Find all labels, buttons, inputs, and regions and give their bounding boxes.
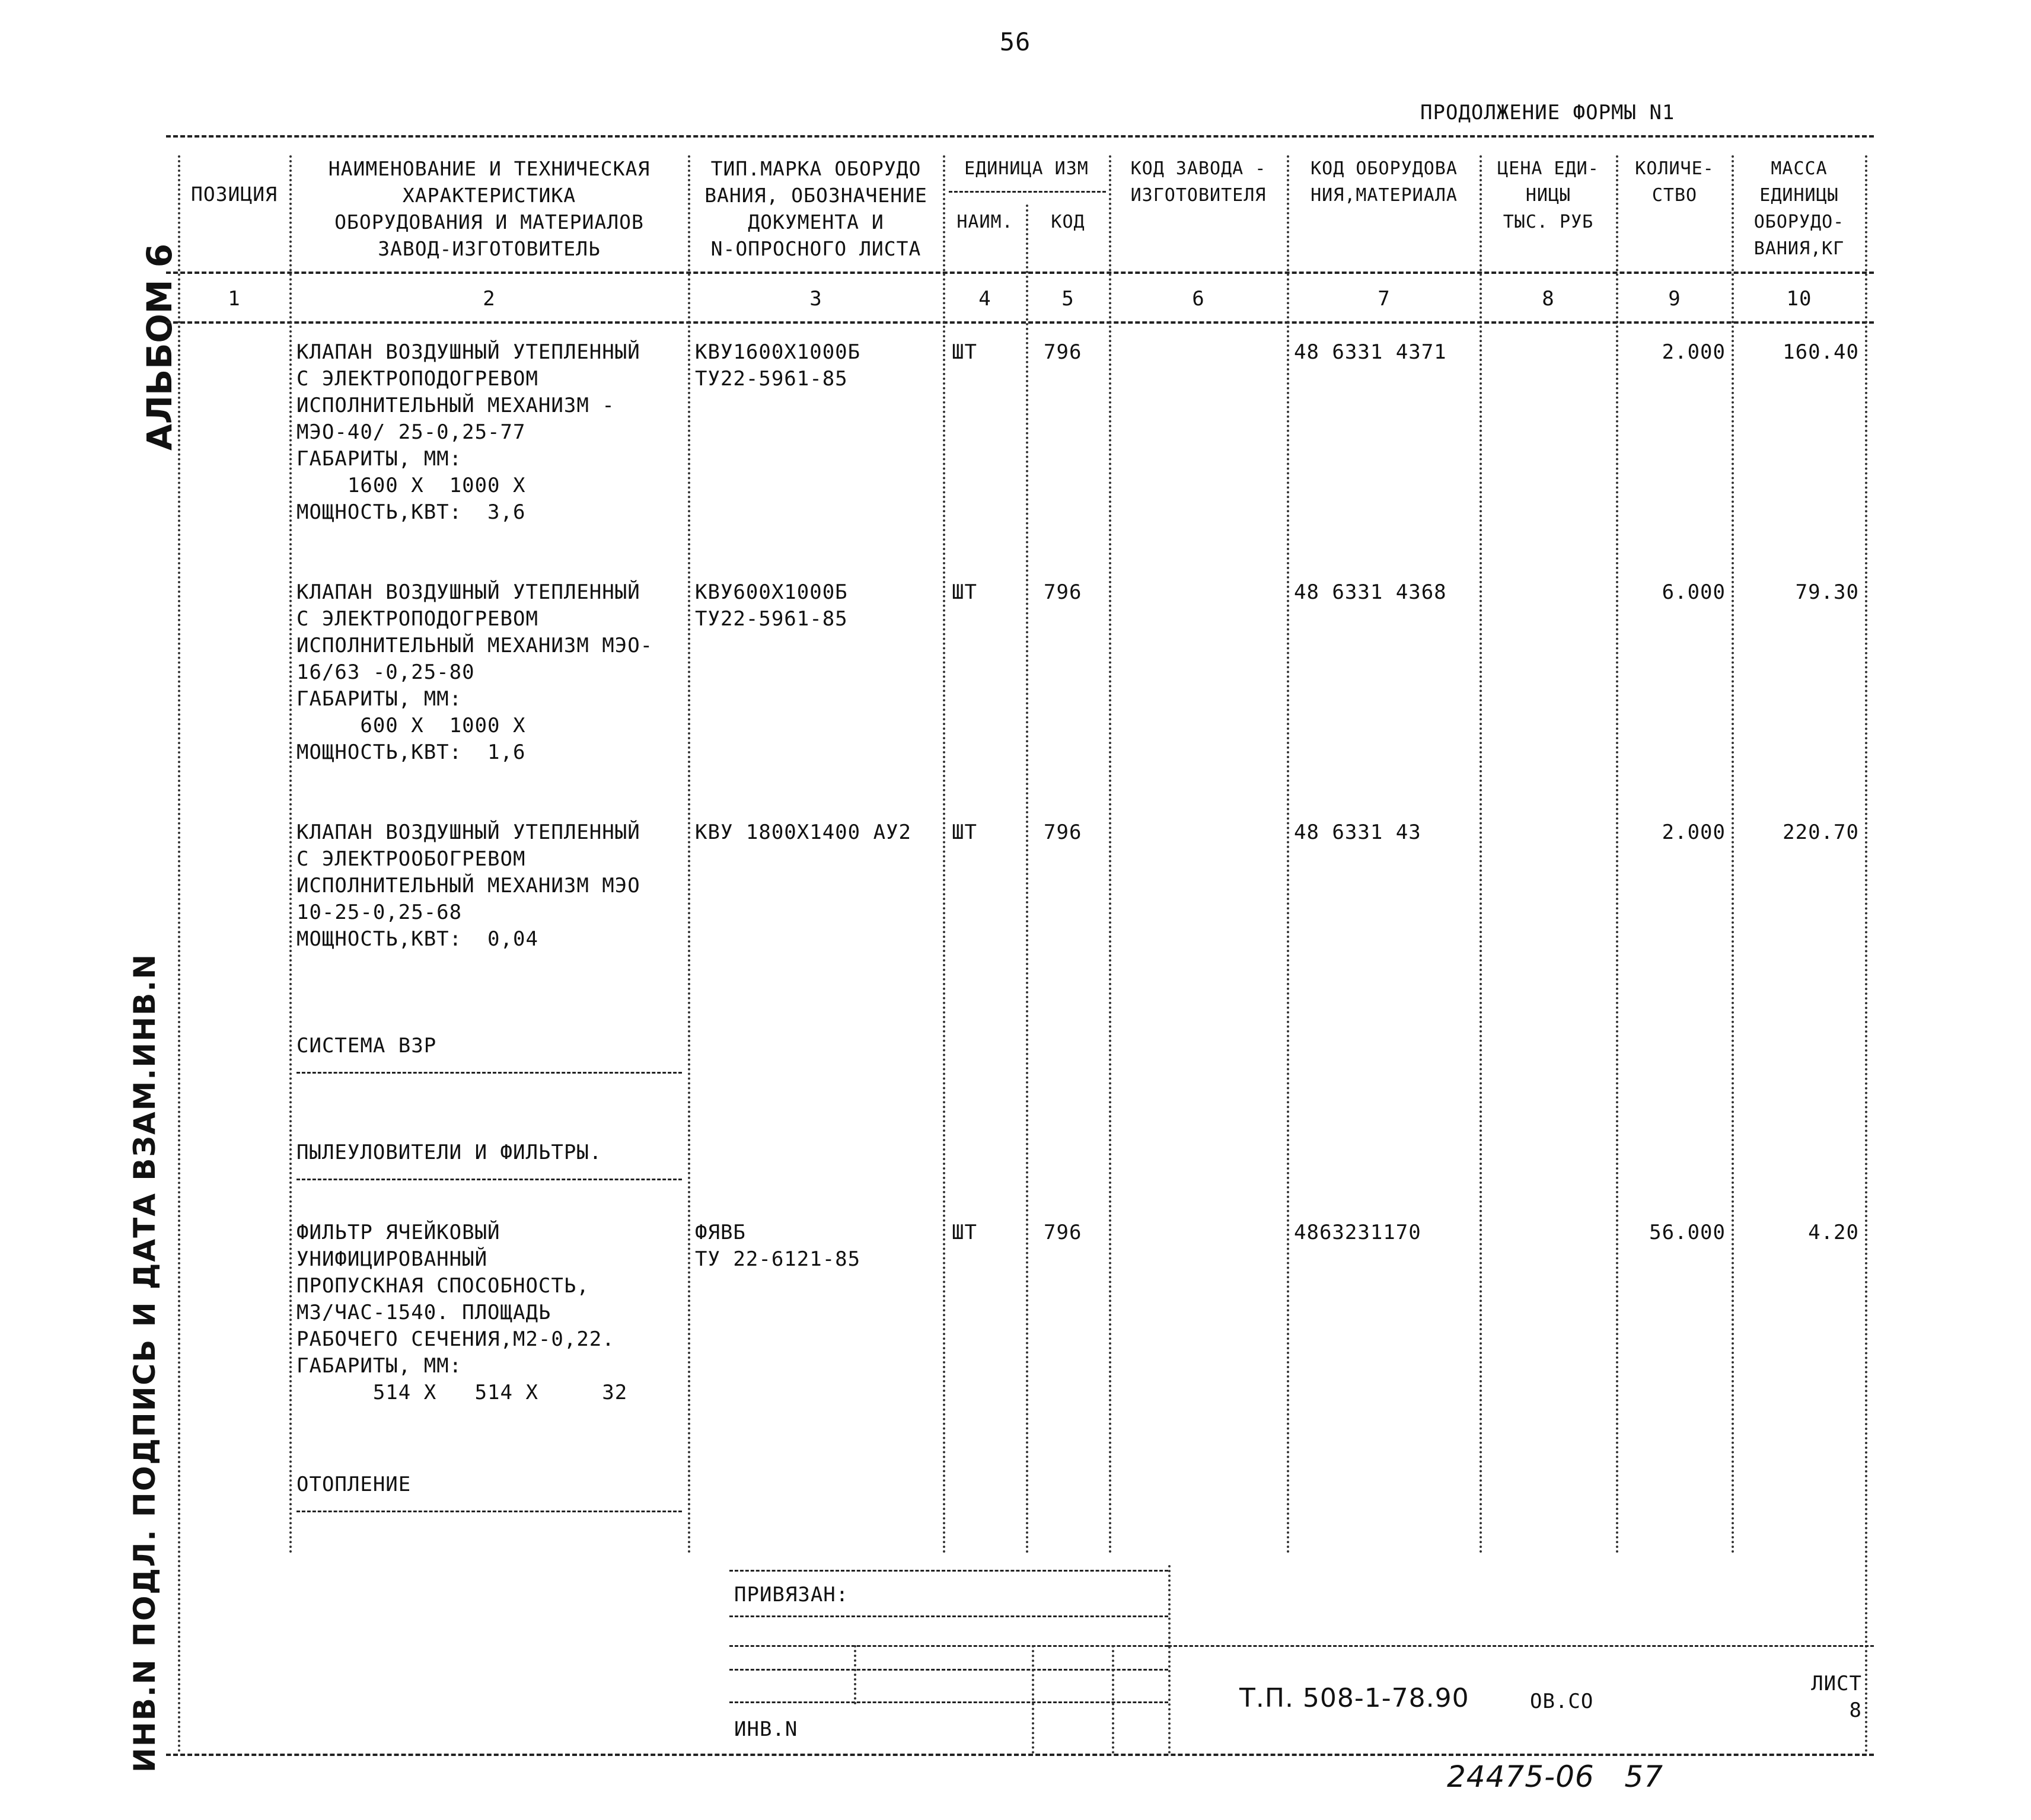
rule-bottom xyxy=(166,1754,1874,1756)
item-name-line: ИСПОЛНИТЕЛЬНЫЙ МЕХАНИЗМ МЭО xyxy=(296,874,640,898)
column-number: 2 xyxy=(483,287,496,311)
title-block-sep xyxy=(1112,1645,1114,1754)
title-block-rule xyxy=(729,1669,1168,1671)
header-col6-line: КОД ЗАВОДА - xyxy=(1130,158,1267,179)
continuation-title: ПРОДОЛЖЕНИЕ ФОРМЫ N1 xyxy=(1420,101,1675,124)
item-qty: 6.000 xyxy=(1662,580,1726,604)
item-code: 796 xyxy=(1044,340,1082,364)
column-number: 1 xyxy=(228,287,241,311)
column-number: 6 xyxy=(1192,287,1205,311)
col-sep-left xyxy=(178,155,180,1754)
column-number: 7 xyxy=(1378,287,1391,311)
table-row xyxy=(296,339,640,526)
item-unit: ШТ xyxy=(952,1221,977,1244)
stamp-label: ИНВ.N ПОДЛ. ПОДПИСЬ И ДАТА ВЗАМ.ИНВ.N xyxy=(127,953,162,1773)
item-name-line: 1600 Х 1000 Х xyxy=(296,474,526,497)
column-number: 10 xyxy=(1786,287,1812,311)
item-code: 796 xyxy=(1044,1221,1082,1244)
item-name-line: ГАБАРИТЫ, ММ: xyxy=(296,447,463,471)
item-name-line: ФИЛЬТР ЯЧЕЙКОВЫЙ xyxy=(296,1221,500,1244)
privyazan-label: ПРИВЯЗАН: xyxy=(734,1583,849,1607)
sheet-number: 8 xyxy=(1849,1698,1862,1722)
item-name-line: ГАБАРИТЫ, ММ: xyxy=(296,687,463,711)
item-qty: 56.000 xyxy=(1649,1221,1726,1244)
item-mass: 220.70 xyxy=(1783,820,1859,844)
header-col6-line: ИЗГОТОВИТЕЛЯ xyxy=(1130,185,1267,206)
item-name-line: УНИФИЦИРОВАННЫЙ xyxy=(296,1247,488,1271)
header-col10 xyxy=(1735,155,1864,262)
table-row xyxy=(296,819,640,953)
title-block-rule xyxy=(729,1570,1168,1572)
section-rule xyxy=(296,1072,682,1074)
item-type: КВУ 1800Х1400 АУ2 xyxy=(695,820,911,844)
col-sep-8 xyxy=(1616,155,1618,1554)
title-block-sep xyxy=(1032,1645,1034,1754)
item-name-line: ПРОПУСКНАЯ СПОСОБНОСТЬ, xyxy=(296,1274,589,1298)
item-type: КВУ600Х1000Б xyxy=(695,580,848,604)
column-number: 4 xyxy=(978,287,991,311)
header-col8-line: НИЦЫ xyxy=(1525,185,1571,206)
item-name-line: ИСПОЛНИТЕЛЬНЫЙ МЕХАНИЗМ - xyxy=(296,394,615,417)
column-number: 9 xyxy=(1668,287,1681,311)
item-code: 796 xyxy=(1044,820,1082,844)
item-equip-code: 48 6331 4368 xyxy=(1294,580,1447,604)
section-rule xyxy=(296,1179,682,1180)
item-mass: 4.20 xyxy=(1808,1221,1859,1244)
item-name-line: МОЩНОСТЬ,КВТ: 1,6 xyxy=(296,740,526,764)
sheet-label: ЛИСТ xyxy=(1811,1672,1862,1696)
title-block-rule xyxy=(1168,1645,1874,1647)
document-suffix: ОВ.СО xyxy=(1530,1690,1594,1713)
item-qty: 2.000 xyxy=(1662,820,1726,844)
header-col6 xyxy=(1112,155,1285,209)
item-name-line: МОЩНОСТЬ,КВТ: 3,6 xyxy=(296,500,526,524)
item-name-line: С ЭЛЕКТРОПОДОГРЕВОМ xyxy=(296,607,538,631)
header-col2-line: НАИМЕНОВАНИЕ И ТЕХНИЧЕСКАЯ xyxy=(328,157,651,180)
header-col3 xyxy=(691,155,940,262)
title-block-sep xyxy=(1168,1565,1171,1754)
title-block-rule xyxy=(729,1615,1168,1617)
column-number: 5 xyxy=(1061,287,1075,311)
title-block-rule xyxy=(729,1701,1168,1703)
header-col10-line: ЕДИНИЦЫ xyxy=(1759,185,1839,206)
item-type: КВУ1600Х1000Б xyxy=(695,340,861,364)
header-col10-line: МАССА xyxy=(1771,158,1828,179)
header-col8 xyxy=(1482,155,1614,235)
item-name-line: М3/ЧАС-1540. ПЛОЩАДЬ xyxy=(296,1301,551,1324)
item-type: ТУ 22-6121-85 xyxy=(695,1247,861,1271)
col-sep-9 xyxy=(1732,155,1734,1554)
item-type: ТУ22-5961-85 xyxy=(695,607,848,631)
title-block-rule xyxy=(729,1645,1168,1647)
header-col4: НАИМ. xyxy=(956,212,1013,232)
item-name-line: 10-25-0,25-68 xyxy=(296,901,463,924)
col-sep-4 xyxy=(1026,205,1028,1554)
header-col3-line: N-ОПРОСНОГО ЛИСТА xyxy=(710,237,922,260)
page-number: 56 xyxy=(999,27,1031,56)
header-col3-line: ВАНИЯ, ОБОЗНАЧЕНИЕ xyxy=(704,184,927,207)
document-code: Т.П. 508-1-78.90 xyxy=(1239,1683,1469,1713)
item-unit: ШТ xyxy=(952,580,977,604)
header-col7 xyxy=(1290,155,1478,209)
column-number: 3 xyxy=(809,287,822,311)
header-col8-line: ТЫС. РУБ xyxy=(1503,212,1594,232)
header-col9-line: КОЛИЧЕ- xyxy=(1635,158,1714,179)
item-equip-code: 48 6331 4371 xyxy=(1294,340,1447,364)
col-sep-1 xyxy=(289,155,292,1554)
item-unit: ШТ xyxy=(952,820,977,844)
item-type: ФЯВБ xyxy=(695,1221,746,1244)
item-code: 796 xyxy=(1044,580,1082,604)
section-heading: ПЫЛЕУЛОВИТЕЛИ И ФИЛЬТРЫ. xyxy=(296,1141,602,1164)
header-unit-rule xyxy=(949,191,1106,193)
col-sep-6 xyxy=(1287,155,1289,1554)
item-name-line: КЛАПАН ВОЗДУШНЫЙ УТЕПЛЕННЫЙ xyxy=(296,340,640,364)
item-name-line: 16/63 -0,25-80 xyxy=(296,660,475,684)
item-name-line: 600 Х 1000 Х xyxy=(296,714,526,737)
header-col2-line: ОБОРУДОВАНИЯ И МАТЕРИАЛОВ xyxy=(334,210,644,234)
item-equip-code: 48 6331 43 xyxy=(1294,820,1421,844)
item-name-line: МОЩНОСТЬ,КВТ: 0,04 xyxy=(296,927,538,951)
header-col10-line: ОБОРУДО- xyxy=(1753,212,1845,232)
item-name-line: С ЭЛЕКТРООБОГРЕВОМ xyxy=(296,847,526,871)
header-col7-line: НИЯ,МАТЕРИАЛА xyxy=(1311,185,1458,206)
table-row xyxy=(296,1219,627,1406)
item-mass: 79.30 xyxy=(1795,580,1859,604)
header-col3-line: ДОКУМЕНТА И xyxy=(748,210,884,234)
col-sep-2 xyxy=(688,155,690,1554)
header-col3-line: ТИП.МАРКА ОБОРУДО xyxy=(710,157,922,180)
col-sep-5 xyxy=(1109,155,1111,1554)
section-rule xyxy=(296,1511,682,1512)
item-name-line: С ЭЛЕКТРОПОДОГРЕВОМ xyxy=(296,367,538,391)
item-name-line: МЭО-40/ 25-0,25-77 xyxy=(296,420,526,444)
col-sep-7 xyxy=(1480,155,1482,1554)
header-col2-line: ХАРАКТЕРИСТИКА xyxy=(402,184,576,207)
album-label: АЛЬБОМ 6 xyxy=(139,243,180,451)
item-equip-code: 4863231170 xyxy=(1294,1221,1421,1244)
item-name-line: КЛАПАН ВОЗДУШНЫЙ УТЕПЛЕННЫЙ xyxy=(296,580,640,604)
header-col9-line: СТВО xyxy=(1651,185,1698,206)
header-col2 xyxy=(294,155,685,262)
header-col9 xyxy=(1619,155,1730,209)
item-unit: ШТ xyxy=(952,340,977,364)
header-col2-line: ЗАВОД-ИЗГОТОВИТЕЛЬ xyxy=(378,237,601,260)
header-col1: ПОЗИЦИЯ xyxy=(190,183,278,206)
handwritten-number: 24475-06 57 xyxy=(1447,1760,1664,1794)
item-name-line: ГАБАРИТЫ, ММ: xyxy=(296,1354,463,1378)
item-type: ТУ22-5961-85 xyxy=(695,367,848,391)
header-col8-line: ЦЕНА ЕДИ- xyxy=(1497,158,1599,179)
item-qty: 2.000 xyxy=(1662,340,1726,364)
item-mass: 160.40 xyxy=(1783,340,1859,364)
header-col5: КОД xyxy=(1051,212,1085,232)
header-col10-line: ВАНИЯ,КГ xyxy=(1753,238,1845,259)
col-sep-right xyxy=(1865,155,1867,1754)
item-name-line: ИСПОЛНИТЕЛЬНЫЙ МЕХАНИЗМ МЭО- xyxy=(296,634,653,657)
section-heading: ОТОПЛЕНИЕ xyxy=(296,1473,412,1496)
column-number: 8 xyxy=(1542,287,1555,311)
table-row xyxy=(296,579,653,766)
inv-label: ИНВ.N xyxy=(734,1717,798,1741)
rule-top xyxy=(166,135,1874,138)
item-name-line: КЛАПАН ВОЗДУШНЫЙ УТЕПЛЕННЫЙ xyxy=(296,820,640,844)
header-col45: ЕДИНИЦА ИЗМ xyxy=(964,158,1089,179)
col-sep-3 xyxy=(943,155,945,1554)
item-name-line: РАБОЧЕГО СЕЧЕНИЯ,М2-0,22. xyxy=(296,1327,615,1351)
item-name-line: 514 Х 514 Х 32 xyxy=(296,1381,628,1404)
header-col7-line: КОД ОБОРУДОВА xyxy=(1311,158,1458,179)
title-block-sep xyxy=(854,1645,856,1704)
section-heading: СИСТЕМА В3Р xyxy=(296,1034,437,1058)
